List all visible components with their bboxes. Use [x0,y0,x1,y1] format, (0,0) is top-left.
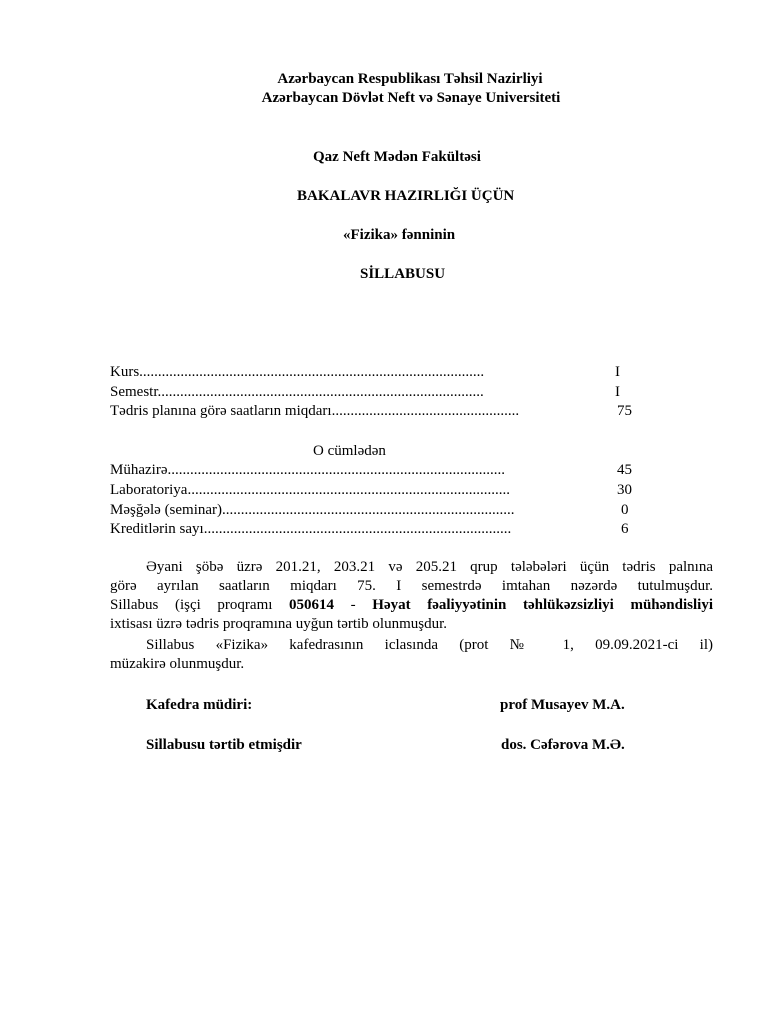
document-title: SİLLABUSU [360,266,446,282]
faculty-heading: Qaz Neft Mədən Fakültəsi [313,149,481,165]
specialty-name: Həyat fəaliyyətinin təhlükəzsizliyi mühəndisliyi [372,597,713,613]
author-name: dos. Cəfərova M.Ə. [501,737,625,753]
paragraph-line: görə ayrılan saatların miqdarı 75. I semestrdə imtahan nəzərdə tutulmuşdur. [110,578,713,594]
university-heading: Azərbaycan Dövlət Neft və Sənaye Universiteti [261,90,561,106]
seminar-label: Məşğələ (seminar).............................................................................. [110,502,515,518]
head-of-department-name: prof Musayev M.A. [500,697,625,713]
subject-heading: «Fizika» fənninin [343,227,456,243]
paragraph-separator: - [334,597,373,613]
laboratory-label: Laboratoriya...................................................................................... [110,482,510,498]
paragraph-line: Sillabus «Fizika» kafedrasının iclasında (prot № 1, 09.09.2021-ci il) [146,637,713,653]
credits-label: Kreditlərin sayı.................................................................................. [110,521,512,537]
course-value: I [615,364,620,380]
laboratory-value: 30 [617,482,632,498]
approval-paragraph [110,636,713,674]
breakdown-heading: O cümlədən [313,443,386,459]
seminar-value: 0 [621,502,629,518]
paragraph-line-specialty [110,596,713,615]
program-heading: BAKALAVR HAZIRLIĞI ÜÇÜN [297,188,515,204]
author-label: Sillabusu tərtib etmişdir [146,737,302,753]
paragraph-line: ixtisası üzrə tədris proqramına uyğun tərtib olunmuşdur. [110,616,448,632]
paragraph-line: müzakirə olunmuşdur. [110,656,245,672]
paragraph-line: Əyani şöbə üzrə 201.21, 203.21 və 205.21 qrup tələbələri üçün tədris palnına [146,559,713,575]
hours-label: Tədris planına görə saatların miqdarı.................................................. [110,403,520,419]
course-label: Kurs............................................................................................ [110,364,485,380]
semester-value: I [615,384,620,400]
specialty-code: 050614 [289,597,335,613]
lecture-label: Mühazirə.......................................................................................... [110,462,505,478]
lecture-value: 45 [617,462,632,478]
ministry-heading: Azərbaycan Respublikası Təhsil Nazirliyi [277,71,543,87]
credits-value: 6 [621,521,629,537]
paragraph-prefix: Sillabus (işçi proqramı [110,597,290,613]
semester-label: Semestr....................................................................................... [110,384,484,400]
head-of-department-label: Kafedra müdiri: [146,697,253,713]
hours-value: 75 [617,403,632,419]
description-paragraph [110,558,713,634]
